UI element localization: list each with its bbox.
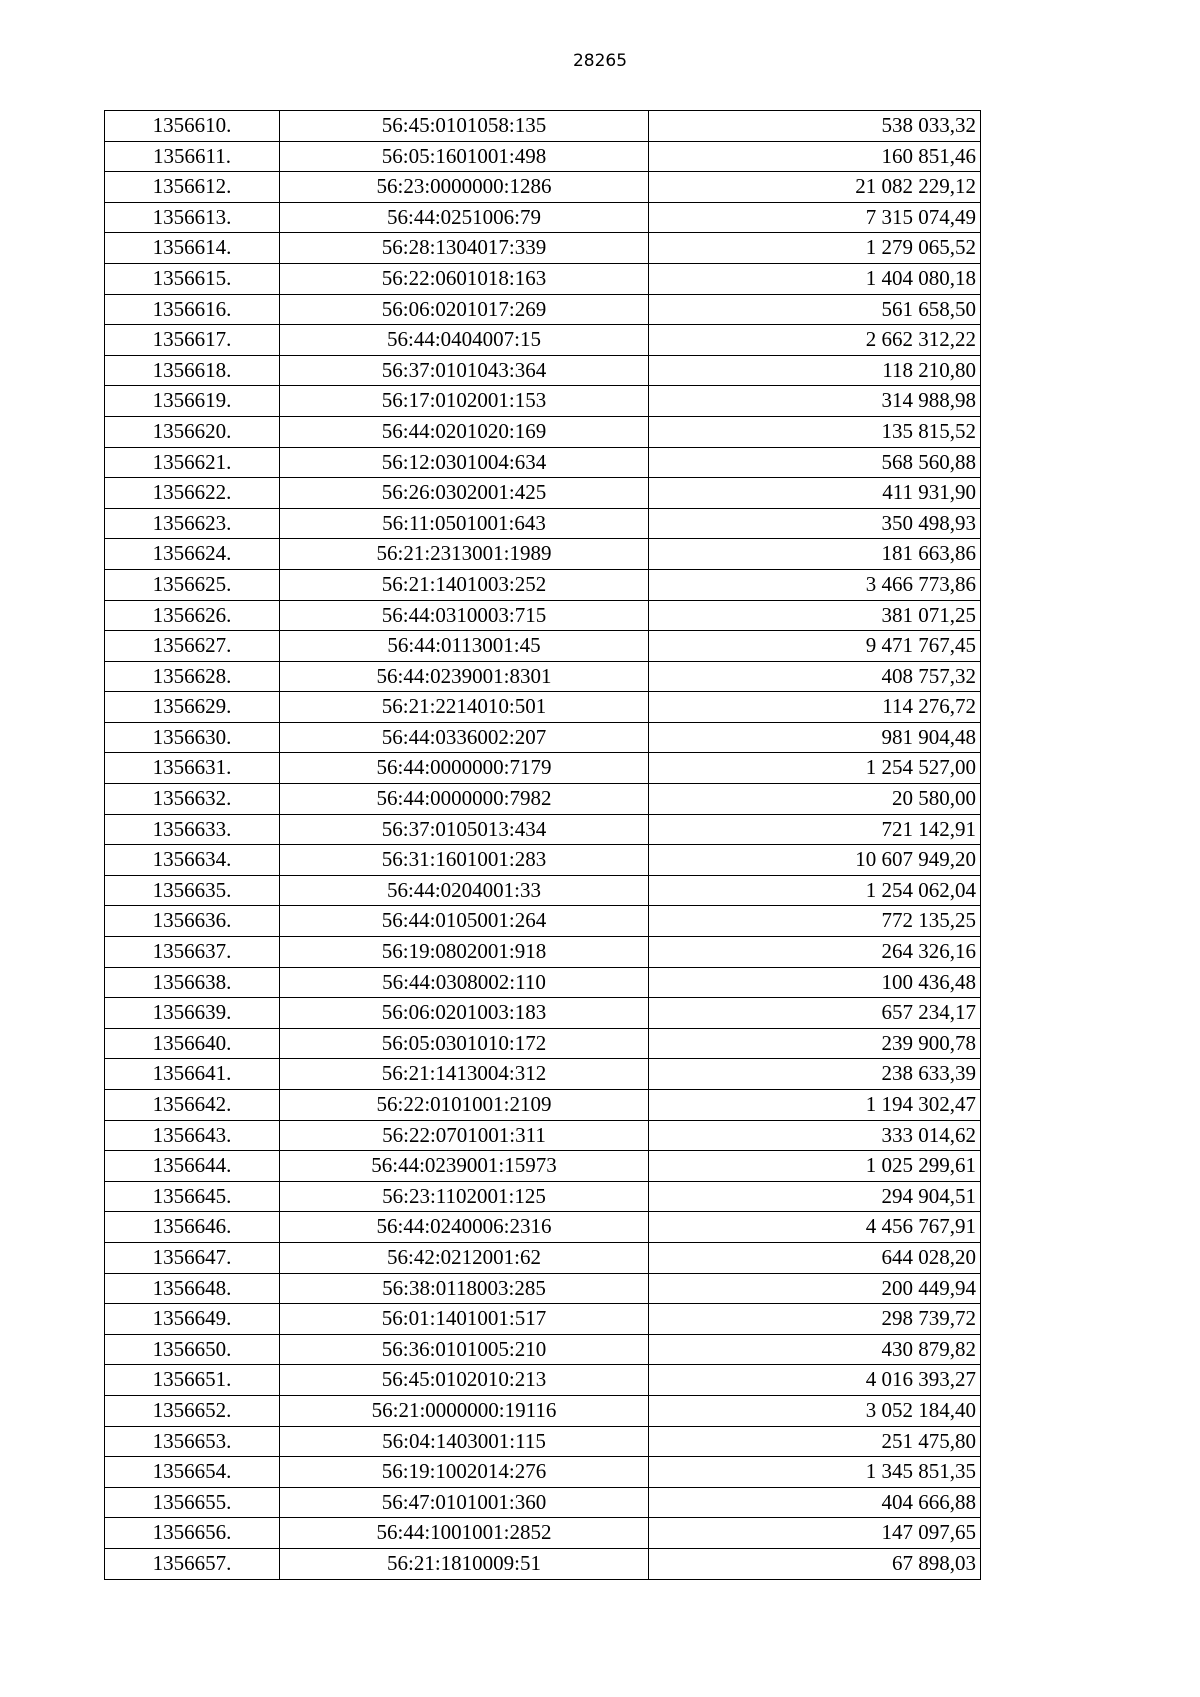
cadastral-number-cell: 56:22:0701001:311 <box>280 1120 649 1151</box>
row-number-cell: 1356629. <box>105 692 280 723</box>
cadastral-number-cell: 56:19:0802001:918 <box>280 937 649 968</box>
cadastral-number-cell: 56:06:0201017:269 <box>280 294 649 325</box>
cadastral-value-cell: 568 560,88 <box>649 447 981 478</box>
row-number-cell: 1356642. <box>105 1090 280 1121</box>
cadastral-number-cell: 56:45:0102010:213 <box>280 1365 649 1396</box>
cadastral-value-cell: 118 210,80 <box>649 355 981 386</box>
cadastral-number-cell: 56:23:0000000:1286 <box>280 172 649 203</box>
cadastral-number-cell: 56:23:1102001:125 <box>280 1181 649 1212</box>
cadastral-value-cell: 3 052 184,40 <box>649 1395 981 1426</box>
cadastral-number-cell: 56:05:1601001:498 <box>280 141 649 172</box>
cadastral-value-cell: 657 234,17 <box>649 998 981 1029</box>
row-number-cell: 1356646. <box>105 1212 280 1243</box>
cadastral-number-cell: 56:44:0251006:79 <box>280 202 649 233</box>
cadastral-value-cell: 1 025 299,61 <box>649 1151 981 1182</box>
row-number-cell: 1356624. <box>105 539 280 570</box>
row-number-cell: 1356627. <box>105 631 280 662</box>
table-row <box>105 845 981 876</box>
cadastral-value-cell: 4 456 767,91 <box>649 1212 981 1243</box>
cadastral-number-cell: 56:47:0101001:360 <box>280 1487 649 1518</box>
row-number-cell: 1356616. <box>105 294 280 325</box>
row-number-cell: 1356618. <box>105 355 280 386</box>
cadastral-number-cell: 56:44:0240006:2316 <box>280 1212 649 1243</box>
row-number-cell: 1356650. <box>105 1334 280 1365</box>
cadastral-value-cell: 314 988,98 <box>649 386 981 417</box>
table-row <box>105 906 981 937</box>
table-row <box>105 1181 981 1212</box>
table-row <box>105 1365 981 1396</box>
row-number-cell: 1356615. <box>105 263 280 294</box>
cadastral-value-cell: 100 436,48 <box>649 967 981 998</box>
row-number-cell: 1356635. <box>105 875 280 906</box>
table-row <box>105 998 981 1029</box>
cadastral-value-cell: 721 142,91 <box>649 814 981 845</box>
row-number-cell: 1356647. <box>105 1242 280 1273</box>
table-row <box>105 1395 981 1426</box>
cadastral-number-cell: 56:44:0336002:207 <box>280 722 649 753</box>
cadastral-value-cell: 67 898,03 <box>649 1548 981 1579</box>
cadastral-number-cell: 56:17:0102001:153 <box>280 386 649 417</box>
row-number-cell: 1356620. <box>105 416 280 447</box>
table-row <box>105 600 981 631</box>
cadastral-value-cell: 404 666,88 <box>649 1487 981 1518</box>
cadastral-number-cell: 56:45:0101058:135 <box>280 111 649 142</box>
row-number-cell: 1356649. <box>105 1304 280 1335</box>
row-number-cell: 1356619. <box>105 386 280 417</box>
table-row <box>105 1028 981 1059</box>
cadastral-value-cell: 7 315 074,49 <box>649 202 981 233</box>
table-row <box>105 233 981 264</box>
cadastral-value-cell: 4 016 393,27 <box>649 1365 981 1396</box>
row-number-cell: 1356622. <box>105 478 280 509</box>
table-row <box>105 875 981 906</box>
table-row <box>105 1212 981 1243</box>
row-number-cell: 1356611. <box>105 141 280 172</box>
cadastral-number-cell: 56:21:0000000:19116 <box>280 1395 649 1426</box>
row-number-cell: 1356654. <box>105 1457 280 1488</box>
cadastral-value-cell: 114 276,72 <box>649 692 981 723</box>
cadastral-value-cell: 10 607 949,20 <box>649 845 981 876</box>
cadastral-number-cell: 56:37:0101043:364 <box>280 355 649 386</box>
cadastral-value-cell: 251 475,80 <box>649 1426 981 1457</box>
cadastral-number-cell: 56:44:0310003:715 <box>280 600 649 631</box>
table-row <box>105 1120 981 1151</box>
table-row <box>105 111 981 142</box>
cadastral-value-cell: 21 082 229,12 <box>649 172 981 203</box>
row-number-cell: 1356626. <box>105 600 280 631</box>
cadastral-value-cell: 238 633,39 <box>649 1059 981 1090</box>
row-number-cell: 1356610. <box>105 111 280 142</box>
table-row <box>105 967 981 998</box>
table-row <box>105 937 981 968</box>
cadastral-number-cell: 56:44:0239001:15973 <box>280 1151 649 1182</box>
table-row <box>105 1151 981 1182</box>
cadastral-number-cell: 56:21:1401003:252 <box>280 569 649 600</box>
cadastral-value-cell: 333 014,62 <box>649 1120 981 1151</box>
table-row <box>105 1304 981 1335</box>
cadastral-number-cell: 56:26:0302001:425 <box>280 478 649 509</box>
cadastral-value-cell: 430 879,82 <box>649 1334 981 1365</box>
table-row <box>105 753 981 784</box>
row-number-cell: 1356614. <box>105 233 280 264</box>
cadastral-value-cell: 1 345 851,35 <box>649 1457 981 1488</box>
cadastral-number-cell: 56:44:0201020:169 <box>280 416 649 447</box>
row-number-cell: 1356657. <box>105 1548 280 1579</box>
cadastral-value-cell: 2 662 312,22 <box>649 325 981 356</box>
table-row <box>105 784 981 815</box>
cadastral-value-cell: 408 757,32 <box>649 661 981 692</box>
table-row <box>105 202 981 233</box>
row-number-cell: 1356651. <box>105 1365 280 1396</box>
cadastral-number-cell: 56:42:0212001:62 <box>280 1242 649 1273</box>
cadastral-number-cell: 56:01:1401001:517 <box>280 1304 649 1335</box>
row-number-cell: 1356636. <box>105 906 280 937</box>
table-row <box>105 141 981 172</box>
table-row <box>105 722 981 753</box>
cadastral-value-cell: 644 028,20 <box>649 1242 981 1273</box>
table-row <box>105 1273 981 1304</box>
table-row <box>105 631 981 662</box>
table-row <box>105 508 981 539</box>
table-row <box>105 325 981 356</box>
table-row <box>105 692 981 723</box>
table-row <box>105 386 981 417</box>
cadastral-number-cell: 56:05:0301010:172 <box>280 1028 649 1059</box>
cadastral-value-cell: 981 904,48 <box>649 722 981 753</box>
cadastral-value-cell: 3 466 773,86 <box>649 569 981 600</box>
row-number-cell: 1356641. <box>105 1059 280 1090</box>
cadastral-number-cell: 56:22:0101001:2109 <box>280 1090 649 1121</box>
row-number-cell: 1356628. <box>105 661 280 692</box>
table-row <box>105 1426 981 1457</box>
cadastral-value-cell: 160 851,46 <box>649 141 981 172</box>
cadastral-number-cell: 56:21:1413004:312 <box>280 1059 649 1090</box>
cadastral-number-cell: 56:21:2214010:501 <box>280 692 649 723</box>
row-number-cell: 1356648. <box>105 1273 280 1304</box>
cadastral-number-cell: 56:44:0404007:15 <box>280 325 649 356</box>
cadastral-number-cell: 56:44:1001001:2852 <box>280 1518 649 1549</box>
row-number-cell: 1356655. <box>105 1487 280 1518</box>
table-row <box>105 569 981 600</box>
cadastral-number-cell: 56:44:0308002:110 <box>280 967 649 998</box>
cadastral-value-cell: 411 931,90 <box>649 478 981 509</box>
cadastral-number-cell: 56:12:0301004:634 <box>280 447 649 478</box>
cadastral-value-cell: 239 900,78 <box>649 1028 981 1059</box>
row-number-cell: 1356631. <box>105 753 280 784</box>
table-row <box>105 1059 981 1090</box>
row-number-cell: 1356639. <box>105 998 280 1029</box>
table-row <box>105 1457 981 1488</box>
page-number: 28265 <box>572 51 628 71</box>
row-number-cell: 1356623. <box>105 508 280 539</box>
row-number-cell: 1356621. <box>105 447 280 478</box>
table-row <box>105 447 981 478</box>
table-row <box>105 294 981 325</box>
cadastral-value-cell: 350 498,93 <box>649 508 981 539</box>
cadastral-value-cell: 294 904,51 <box>649 1181 981 1212</box>
cadastral-number-cell: 56:37:0105013:434 <box>280 814 649 845</box>
row-number-cell: 1356656. <box>105 1518 280 1549</box>
cadastral-value-cell: 1 194 302,47 <box>649 1090 981 1121</box>
cadastral-value-cell: 135 815,52 <box>649 416 981 447</box>
cadastral-number-cell: 56:19:1002014:276 <box>280 1457 649 1488</box>
table-row <box>105 416 981 447</box>
cadastral-number-cell: 56:04:1403001:115 <box>280 1426 649 1457</box>
row-number-cell: 1356613. <box>105 202 280 233</box>
row-number-cell: 1356612. <box>105 172 280 203</box>
cadastral-number-cell: 56:06:0201003:183 <box>280 998 649 1029</box>
table-row <box>105 263 981 294</box>
table-row <box>105 1487 981 1518</box>
cadastral-number-cell: 56:44:0113001:45 <box>280 631 649 662</box>
table-row <box>105 1090 981 1121</box>
cadastral-value-cell: 1 404 080,18 <box>649 263 981 294</box>
row-number-cell: 1356633. <box>105 814 280 845</box>
table-row <box>105 1334 981 1365</box>
table-row <box>105 1242 981 1273</box>
row-number-cell: 1356625. <box>105 569 280 600</box>
cadastral-value-cell: 298 739,72 <box>649 1304 981 1335</box>
cadastral-value-cell: 561 658,50 <box>649 294 981 325</box>
row-number-cell: 1356643. <box>105 1120 280 1151</box>
table-row <box>105 172 981 203</box>
cadastral-value-cell: 20 580,00 <box>649 784 981 815</box>
table-body <box>105 111 981 1580</box>
row-number-cell: 1356634. <box>105 845 280 876</box>
table-row <box>105 814 981 845</box>
row-number-cell: 1356617. <box>105 325 280 356</box>
cadastral-number-cell: 56:22:0601018:163 <box>280 263 649 294</box>
cadastral-value-table <box>104 110 981 1580</box>
cadastral-number-cell: 56:11:0501001:643 <box>280 508 649 539</box>
cadastral-number-cell: 56:44:0239001:8301 <box>280 661 649 692</box>
table-row <box>105 539 981 570</box>
cadastral-value-cell: 538 033,32 <box>649 111 981 142</box>
cadastral-number-cell: 56:44:0000000:7982 <box>280 784 649 815</box>
row-number-cell: 1356630. <box>105 722 280 753</box>
cadastral-value-cell: 772 135,25 <box>649 906 981 937</box>
cadastral-number-cell: 56:44:0105001:264 <box>280 906 649 937</box>
cadastral-number-cell: 56:28:1304017:339 <box>280 233 649 264</box>
row-number-cell: 1356638. <box>105 967 280 998</box>
cadastral-number-cell: 56:21:2313001:1989 <box>280 539 649 570</box>
cadastral-value-cell: 1 254 062,04 <box>649 875 981 906</box>
cadastral-number-cell: 56:38:0118003:285 <box>280 1273 649 1304</box>
row-number-cell: 1356640. <box>105 1028 280 1059</box>
cadastral-value-cell: 264 326,16 <box>649 937 981 968</box>
table-row <box>105 355 981 386</box>
cadastral-value-cell: 200 449,94 <box>649 1273 981 1304</box>
row-number-cell: 1356645. <box>105 1181 280 1212</box>
cadastral-number-cell: 56:31:1601001:283 <box>280 845 649 876</box>
table-row <box>105 661 981 692</box>
cadastral-value-cell: 147 097,65 <box>649 1518 981 1549</box>
row-number-cell: 1356637. <box>105 937 280 968</box>
cadastral-number-cell: 56:44:0204001:33 <box>280 875 649 906</box>
table-row <box>105 478 981 509</box>
cadastral-value-cell: 181 663,86 <box>649 539 981 570</box>
row-number-cell: 1356632. <box>105 784 280 815</box>
cadastral-value-cell: 381 071,25 <box>649 600 981 631</box>
row-number-cell: 1356644. <box>105 1151 280 1182</box>
cadastral-value-cell: 1 279 065,52 <box>649 233 981 264</box>
table-row <box>105 1518 981 1549</box>
row-number-cell: 1356653. <box>105 1426 280 1457</box>
row-number-cell: 1356652. <box>105 1395 280 1426</box>
cadastral-value-cell: 1 254 527,00 <box>649 753 981 784</box>
cadastral-number-cell: 56:21:1810009:51 <box>280 1548 649 1579</box>
cadastral-number-cell: 56:44:0000000:7179 <box>280 753 649 784</box>
cadastral-number-cell: 56:36:0101005:210 <box>280 1334 649 1365</box>
cadastral-value-cell: 9 471 767,45 <box>649 631 981 662</box>
table-row <box>105 1548 981 1579</box>
